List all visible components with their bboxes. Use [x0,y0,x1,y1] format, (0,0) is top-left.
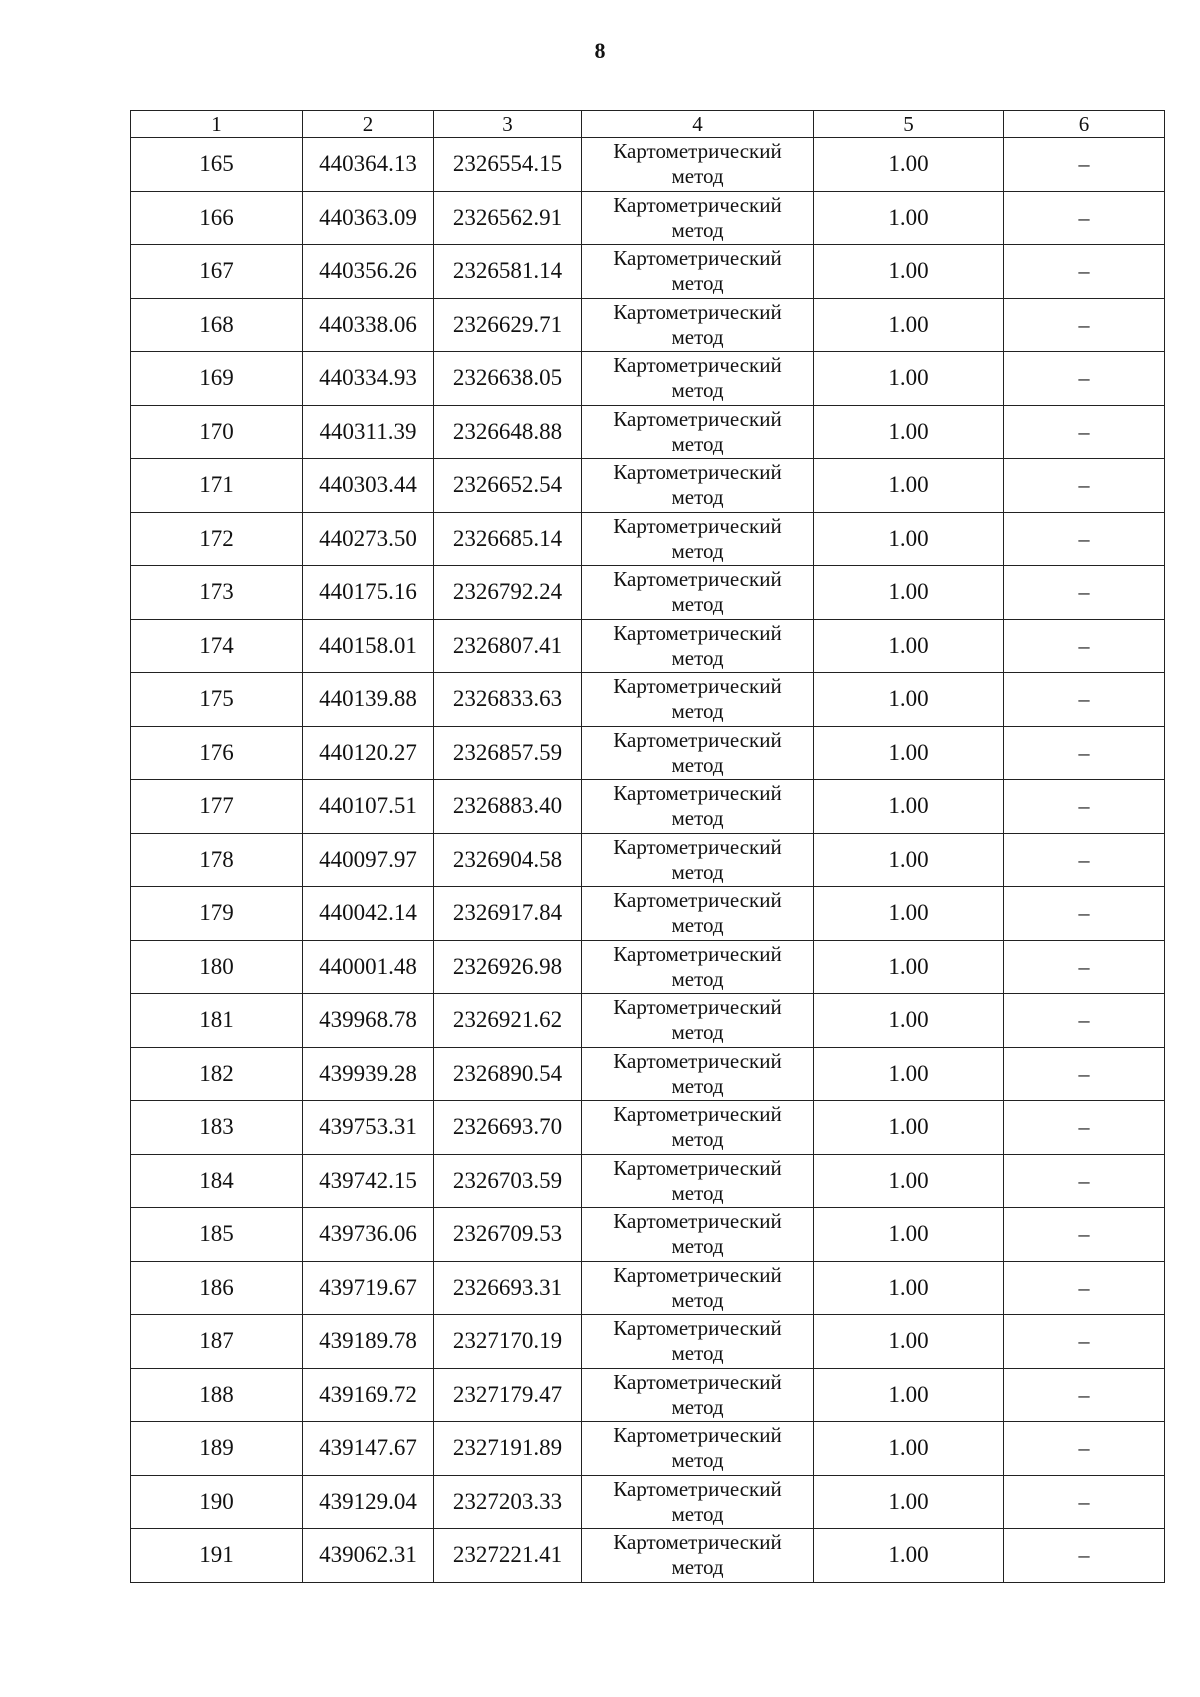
method-cell [582,298,814,352]
note-cell: – [1004,298,1165,352]
point-number-cell: 187 [131,1315,303,1369]
method-line-2: метод [671,1287,724,1312]
table-row [131,405,1165,459]
method-line-1: Картометрический [613,834,782,859]
accuracy-cell: 1.00 [814,994,1004,1048]
y-coordinate-cell: 2327170.19 [434,1315,582,1369]
table-row [131,1261,1165,1315]
y-coordinate-cell: 2326648.88 [434,405,582,459]
y-coordinate-cell: 2326693.70 [434,1101,582,1155]
accuracy-cell: 1.00 [814,512,1004,566]
y-coordinate-cell: 2326703.59 [434,1154,582,1208]
accuracy-cell: 1.00 [814,352,1004,406]
x-coordinate-cell: 440158.01 [303,619,434,673]
accuracy-cell: 1.00 [814,405,1004,459]
method-line-2: метод [671,1073,724,1098]
accuracy-cell: 1.00 [814,940,1004,994]
method-line-1: Картометрический [613,1262,782,1287]
y-coordinate-cell: 2326562.91 [434,191,582,245]
method-cell [582,673,814,727]
method-line-1: Картометрический [613,513,782,538]
note-cell: – [1004,352,1165,406]
note-cell: – [1004,1261,1165,1315]
method-line-2: метод [671,859,724,884]
x-coordinate-cell: 440139.88 [303,673,434,727]
y-coordinate-cell: 2326693.31 [434,1261,582,1315]
method-cell [582,245,814,299]
method-line-1: Картометрический [613,192,782,217]
method-line-2: метод [671,378,724,403]
table-row [131,1475,1165,1529]
table-row [131,566,1165,620]
table-row [131,1101,1165,1155]
note-cell: – [1004,1529,1165,1583]
table-row [131,352,1165,406]
x-coordinate-cell: 440175.16 [303,566,434,620]
y-coordinate-cell: 2326857.59 [434,726,582,780]
page-number: 8 [594,38,606,63]
method-cell [582,352,814,406]
point-number-cell: 171 [131,459,303,513]
y-coordinate-cell: 2326921.62 [434,994,582,1048]
table-row [131,1208,1165,1262]
table-row [131,1368,1165,1422]
accuracy-cell: 1.00 [814,1368,1004,1422]
method-line-1: Картометрический [613,1530,782,1555]
table-row [131,940,1165,994]
table-row [131,1529,1165,1583]
method-line-2: метод [671,1341,724,1366]
method-line-1: Картометрический [613,353,782,378]
y-coordinate-cell: 2327179.47 [434,1368,582,1422]
note-cell: – [1004,512,1165,566]
method-line-2: метод [671,592,724,617]
method-cell [582,619,814,673]
table-row [131,619,1165,673]
method-line-2: метод [671,1448,724,1473]
method-line-1: Картометрический [613,246,782,271]
table-body [131,138,1165,1583]
method-line-2: метод [671,538,724,563]
method-line-1: Картометрический [613,1476,782,1501]
table-row [131,887,1165,941]
note-cell: – [1004,566,1165,620]
method-line-1: Картометрический [613,1423,782,1448]
method-line-2: метод [671,913,724,938]
x-coordinate-cell: 440311.39 [303,405,434,459]
method-line-1: Картометрический [613,941,782,966]
method-line-2: метод [671,271,724,296]
accuracy-cell: 1.00 [814,726,1004,780]
table-row [131,245,1165,299]
x-coordinate-cell: 439753.31 [303,1101,434,1155]
accuracy-cell: 1.00 [814,1208,1004,1262]
method-line-1: Картометрический [613,781,782,806]
method-cell [582,887,814,941]
method-line-2: метод [671,1020,724,1045]
point-number-cell: 182 [131,1047,303,1101]
y-coordinate-cell: 2326917.84 [434,887,582,941]
accuracy-cell: 1.00 [814,780,1004,834]
coordinates-table-container [130,110,1164,1583]
method-cell [582,405,814,459]
note-cell: – [1004,887,1165,941]
column-header-2: 2 [303,111,434,138]
method-line-2: метод [671,752,724,777]
method-line-2: метод [671,806,724,831]
method-cell [582,1261,814,1315]
x-coordinate-cell: 440356.26 [303,245,434,299]
point-number-cell: 168 [131,298,303,352]
point-number-cell: 170 [131,405,303,459]
y-coordinate-cell: 2326883.40 [434,780,582,834]
x-coordinate-cell: 440303.44 [303,459,434,513]
accuracy-cell: 1.00 [814,1101,1004,1155]
method-line-2: метод [671,1234,724,1259]
x-coordinate-cell: 440107.51 [303,780,434,834]
point-number-cell: 179 [131,887,303,941]
method-line-2: метод [671,1180,724,1205]
accuracy-cell: 1.00 [814,138,1004,192]
method-line-1: Картометрический [613,888,782,913]
point-number-cell: 183 [131,1101,303,1155]
y-coordinate-cell: 2327191.89 [434,1422,582,1476]
method-cell [582,1208,814,1262]
method-line-1: Картометрический [613,1316,782,1341]
note-cell: – [1004,833,1165,887]
y-coordinate-cell: 2326890.54 [434,1047,582,1101]
accuracy-cell: 1.00 [814,619,1004,673]
method-line-2: метод [671,324,724,349]
method-cell [582,1315,814,1369]
x-coordinate-cell: 440042.14 [303,887,434,941]
method-line-1: Картометрический [613,995,782,1020]
point-number-cell: 165 [131,138,303,192]
accuracy-cell: 1.00 [814,1529,1004,1583]
y-coordinate-cell: 2326709.53 [434,1208,582,1262]
point-number-cell: 169 [131,352,303,406]
note-cell: – [1004,1422,1165,1476]
method-line-1: Картометрический [613,674,782,699]
point-number-cell: 174 [131,619,303,673]
accuracy-cell: 1.00 [814,298,1004,352]
method-line-1: Картометрический [613,1048,782,1073]
accuracy-cell: 1.00 [814,566,1004,620]
x-coordinate-cell: 439189.78 [303,1315,434,1369]
table-row [131,833,1165,887]
y-coordinate-cell: 2326904.58 [434,833,582,887]
note-cell: – [1004,1368,1165,1422]
x-coordinate-cell: 440273.50 [303,512,434,566]
table-row [131,191,1165,245]
column-header-3: 3 [434,111,582,138]
x-coordinate-cell: 440120.27 [303,726,434,780]
x-coordinate-cell: 439129.04 [303,1475,434,1529]
method-cell [582,780,814,834]
method-line-2: метод [671,966,724,991]
point-number-cell: 184 [131,1154,303,1208]
y-coordinate-cell: 2326685.14 [434,512,582,566]
method-cell [582,1529,814,1583]
accuracy-cell: 1.00 [814,191,1004,245]
note-cell: – [1004,1315,1165,1369]
x-coordinate-cell: 439742.15 [303,1154,434,1208]
method-cell [582,1047,814,1101]
method-line-1: Картометрический [613,727,782,752]
method-line-2: метод [671,485,724,510]
method-line-2: метод [671,1501,724,1526]
table-row [131,1315,1165,1369]
table-row [131,138,1165,192]
table-row [131,512,1165,566]
accuracy-cell: 1.00 [814,459,1004,513]
y-coordinate-cell: 2326833.63 [434,673,582,727]
note-cell: – [1004,1101,1165,1155]
y-coordinate-cell: 2326581.14 [434,245,582,299]
accuracy-cell: 1.00 [814,1047,1004,1101]
point-number-cell: 185 [131,1208,303,1262]
point-number-cell: 175 [131,673,303,727]
method-cell [582,726,814,780]
column-header-1: 1 [131,111,303,138]
method-cell [582,566,814,620]
x-coordinate-cell: 439169.72 [303,1368,434,1422]
note-cell: – [1004,138,1165,192]
point-number-cell: 166 [131,191,303,245]
y-coordinate-cell: 2326652.54 [434,459,582,513]
method-line-2: метод [671,164,724,189]
note-cell: – [1004,1047,1165,1101]
note-cell: – [1004,619,1165,673]
table-row [131,673,1165,727]
point-number-cell: 178 [131,833,303,887]
accuracy-cell: 1.00 [814,887,1004,941]
x-coordinate-cell: 439939.28 [303,1047,434,1101]
method-cell [582,1475,814,1529]
accuracy-cell: 1.00 [814,1154,1004,1208]
method-line-1: Картометрический [613,460,782,485]
x-coordinate-cell: 439147.67 [303,1422,434,1476]
point-number-cell: 191 [131,1529,303,1583]
method-cell [582,138,814,192]
method-cell [582,833,814,887]
note-cell: – [1004,673,1165,727]
method-line-1: Картометрический [613,1102,782,1127]
table-header-row [131,111,1165,138]
method-cell [582,940,814,994]
note-cell: – [1004,459,1165,513]
point-number-cell: 177 [131,780,303,834]
method-cell [582,1422,814,1476]
method-line-1: Картометрический [613,1369,782,1394]
x-coordinate-cell: 440097.97 [303,833,434,887]
note-cell: – [1004,1475,1165,1529]
y-coordinate-cell: 2327203.33 [434,1475,582,1529]
column-header-6: 6 [1004,111,1165,138]
method-line-2: метод [671,1394,724,1419]
y-coordinate-cell: 2326629.71 [434,298,582,352]
point-number-cell: 188 [131,1368,303,1422]
point-number-cell: 176 [131,726,303,780]
x-coordinate-cell: 439736.06 [303,1208,434,1262]
method-cell [582,512,814,566]
note-cell: – [1004,780,1165,834]
method-cell [582,1101,814,1155]
x-coordinate-cell: 440001.48 [303,940,434,994]
point-number-cell: 172 [131,512,303,566]
method-cell [582,1368,814,1422]
point-number-cell: 173 [131,566,303,620]
y-coordinate-cell: 2326807.41 [434,619,582,673]
y-coordinate-cell: 2326792.24 [434,566,582,620]
column-header-4: 4 [582,111,814,138]
accuracy-cell: 1.00 [814,1315,1004,1369]
note-cell: – [1004,726,1165,780]
x-coordinate-cell: 440334.93 [303,352,434,406]
table-row [131,298,1165,352]
method-line-2: метод [671,699,724,724]
point-number-cell: 189 [131,1422,303,1476]
y-coordinate-cell: 2326554.15 [434,138,582,192]
method-line-2: метод [671,431,724,456]
method-line-2: метод [671,645,724,670]
method-line-1: Картометрический [613,620,782,645]
y-coordinate-cell: 2327221.41 [434,1529,582,1583]
point-number-cell: 180 [131,940,303,994]
column-header-5: 5 [814,111,1004,138]
note-cell: – [1004,1154,1165,1208]
table-row [131,726,1165,780]
method-line-2: метод [671,217,724,242]
method-line-1: Картометрический [613,299,782,324]
method-cell [582,1154,814,1208]
note-cell: – [1004,191,1165,245]
accuracy-cell: 1.00 [814,1261,1004,1315]
x-coordinate-cell: 440338.06 [303,298,434,352]
coordinates-table [130,110,1165,1583]
x-coordinate-cell: 439968.78 [303,994,434,1048]
y-coordinate-cell: 2326638.05 [434,352,582,406]
note-cell: – [1004,994,1165,1048]
accuracy-cell: 1.00 [814,1422,1004,1476]
x-coordinate-cell: 439719.67 [303,1261,434,1315]
x-coordinate-cell: 440363.09 [303,191,434,245]
table-row [131,780,1165,834]
point-number-cell: 181 [131,994,303,1048]
y-coordinate-cell: 2326926.98 [434,940,582,994]
accuracy-cell: 1.00 [814,833,1004,887]
method-cell [582,994,814,1048]
method-cell [582,191,814,245]
table-row [131,1047,1165,1101]
accuracy-cell: 1.00 [814,245,1004,299]
method-line-1: Картометрический [613,1209,782,1234]
accuracy-cell: 1.00 [814,1475,1004,1529]
table-row [131,994,1165,1048]
note-cell: – [1004,940,1165,994]
table-row [131,1422,1165,1476]
point-number-cell: 186 [131,1261,303,1315]
method-line-2: метод [671,1127,724,1152]
table-row [131,1154,1165,1208]
method-line-1: Картометрический [613,1155,782,1180]
table-row [131,459,1165,513]
accuracy-cell: 1.00 [814,673,1004,727]
point-number-cell: 190 [131,1475,303,1529]
point-number-cell: 167 [131,245,303,299]
method-line-2: метод [671,1555,724,1580]
x-coordinate-cell: 439062.31 [303,1529,434,1583]
method-line-1: Картометрический [613,139,782,164]
method-line-1: Картометрический [613,567,782,592]
method-cell [582,459,814,513]
note-cell: – [1004,245,1165,299]
note-cell: – [1004,1208,1165,1262]
method-line-1: Картометрический [613,406,782,431]
x-coordinate-cell: 440364.13 [303,138,434,192]
note-cell: – [1004,405,1165,459]
